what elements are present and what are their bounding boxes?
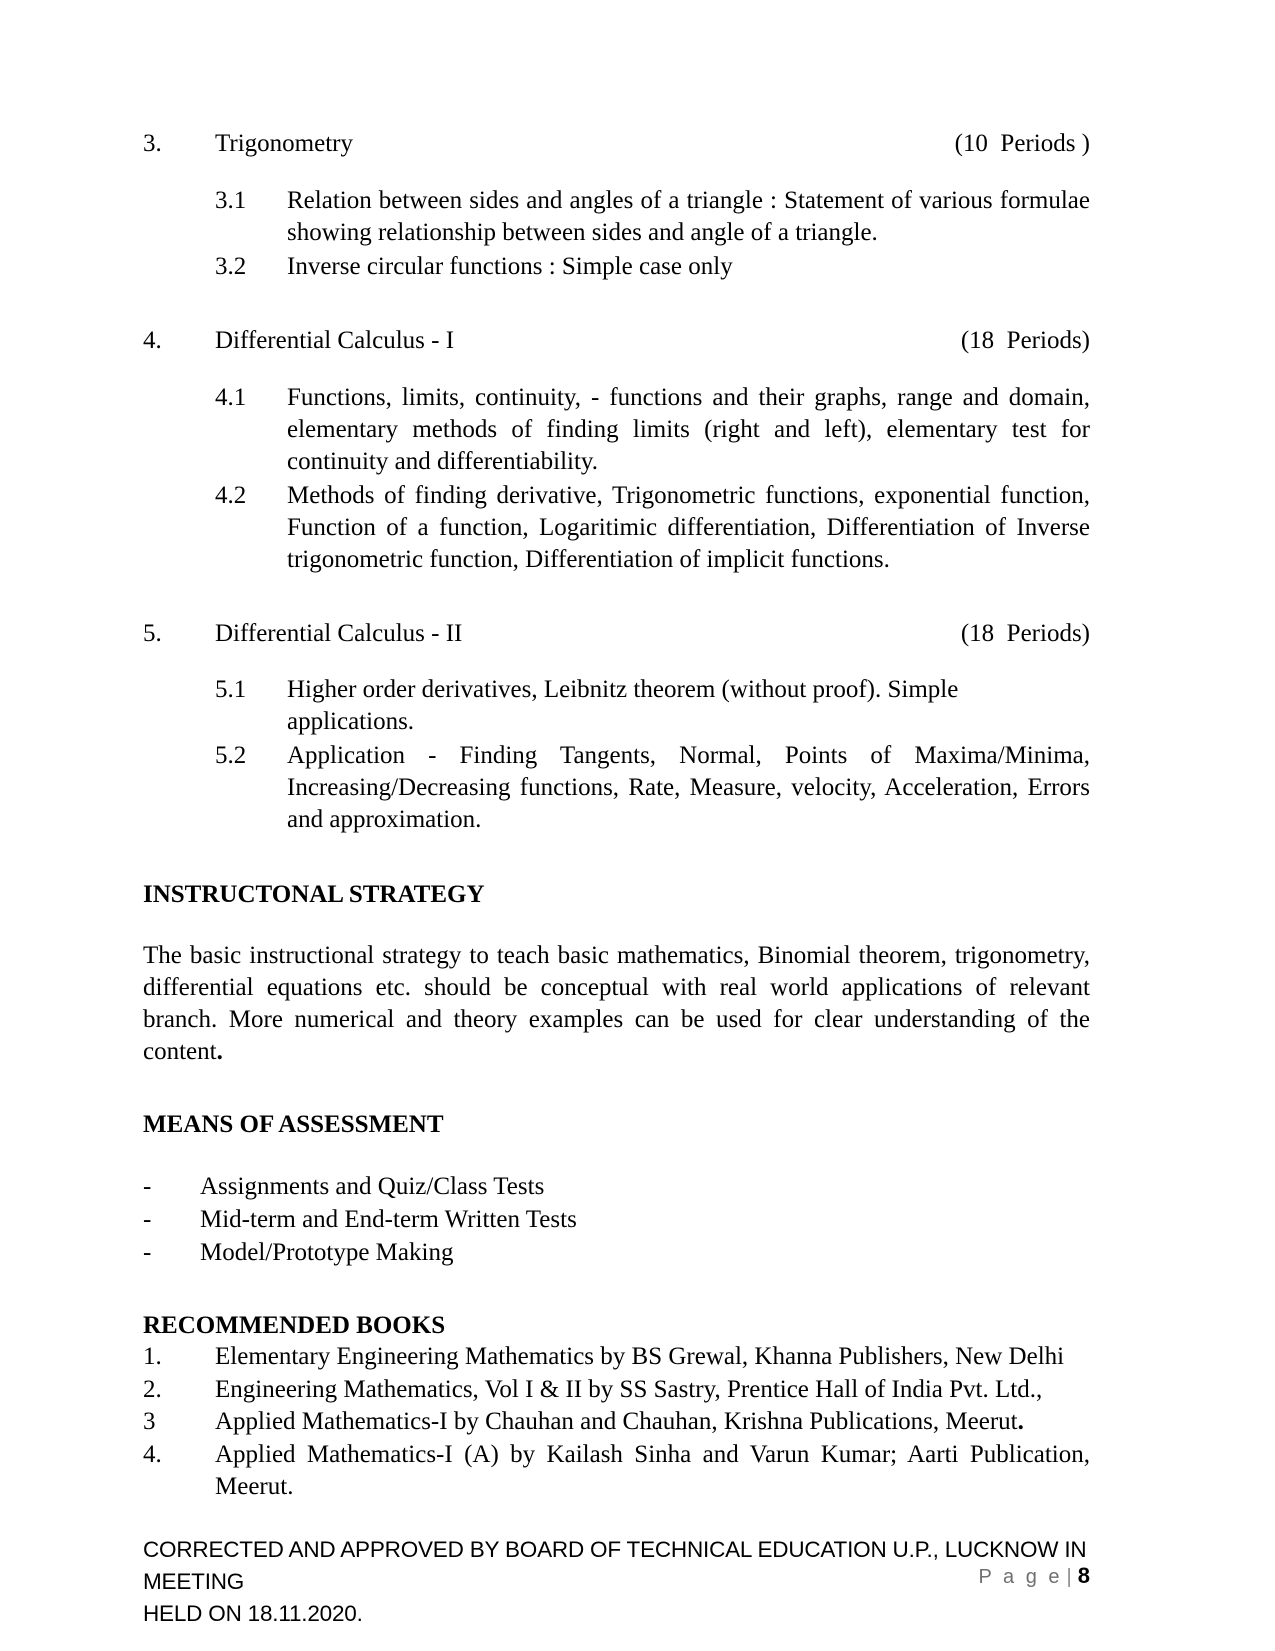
subtopic-row (143, 674, 1090, 738)
spacer (143, 1504, 1090, 1534)
section-heading-row (143, 130, 1090, 159)
book-title-text: Applied Mathematics-I by Chauhan and Chauhan, Krishna Publications, Meerut (215, 1408, 1018, 1436)
book-title (215, 1439, 1090, 1504)
list-item (143, 1170, 1090, 1203)
section-periods: (18 Periods) (960, 326, 1090, 354)
book-item (143, 1406, 1090, 1439)
dash-bullet-icon: - (143, 1173, 152, 1201)
footer-page-label: P a g e (978, 1566, 1063, 1588)
book-number: 4. (143, 1440, 162, 1468)
recommended-books-heading: RECOMMENDED BOOKS (143, 1312, 446, 1340)
subtopic-row (143, 185, 1090, 249)
subtopic-text: Relation between sides and angles of a triangle : Statement of various formulae showing relationship between sides and angle of a triangle. (287, 186, 1090, 246)
list-item (143, 1236, 1090, 1269)
book-title-period: . (1017, 1408, 1024, 1436)
approval-note-line-1: CORRECTED AND APPROVED BY BOARD OF TECHNICAL EDUCATION U.P., LUCKNOW IN MEETING (143, 1536, 1087, 1594)
section-periods: (18 Periods) (960, 619, 1090, 647)
instructional-strategy-period: . (216, 1038, 223, 1066)
subtopic-row (143, 382, 1090, 478)
spacer (143, 578, 1090, 620)
spacer (143, 285, 1090, 327)
subtopic-list (143, 382, 1090, 576)
section-heading-row (143, 620, 1090, 649)
spacer (143, 1140, 1090, 1170)
section-periods: (10 Periods ) (954, 130, 1090, 157)
book-title (215, 1341, 1090, 1374)
means-of-assessment-heading: MEANS OF ASSESSMENT (143, 1111, 444, 1139)
subtopic-number: 3.1 (215, 186, 247, 214)
list-item-label: Assignments and Quiz/Class Tests (200, 1173, 545, 1201)
instructional-strategy-heading: INSTRUCTONAL STRATEGY (143, 881, 485, 909)
book-title-text: Engineering Mathematics, Vol I & II by SS Sastry, Prentice Hall of India Pvt. Ltd., (215, 1375, 1043, 1403)
page-footer (979, 1563, 1090, 1589)
section-title: Trigonometry (215, 130, 353, 157)
dash-bullet-icon: - (143, 1206, 152, 1234)
list-item-label: Mid-term and End-term Written Tests (200, 1206, 577, 1234)
section-number: 3. (143, 130, 162, 157)
instructional-strategy-text: The basic instructional strategy to teach basic mathematics, Binomial theorem, trigonometry, differential equations etc. should be conceptual with real world applications of relevant branch. More numerical and theory examples can be used for clear understanding of the content (143, 942, 1090, 1066)
spacer (143, 910, 1090, 940)
book-title-text: Elementary Engineering Mathematics by BS Grewal, Khanna Publishers, New Delhi (215, 1343, 1065, 1371)
spacer (143, 1068, 1090, 1110)
list-item-label: Model/Prototype Making (200, 1239, 454, 1267)
list-item (143, 1203, 1090, 1236)
subtopic-text: Functions, limits, continuity, - functions and their graphs, range and domain, elementary methods of finding limits (right and left), elementary test for continuity and differentiability. (287, 383, 1090, 475)
subtopic-text: Inverse circular functions : Simple case only (287, 252, 733, 280)
subtopic-number: 4.1 (215, 383, 247, 411)
subtopic-list (143, 185, 1090, 283)
dash-bullet-icon: - (143, 1239, 152, 1267)
subtopic-number: 5.1 (215, 676, 247, 704)
approval-note-line-2: HELD ON 18.11.2020. (143, 1600, 363, 1626)
subtopic-number: 5.2 (215, 742, 247, 770)
section-heading-row (143, 327, 1090, 356)
book-item (143, 1374, 1090, 1407)
section-title: Differential Calculus - I (215, 326, 455, 354)
subtopic-text: Higher order derivatives, Leibnitz theorem (without proof). Simple applications. (287, 676, 959, 736)
subtopic-row (143, 251, 1090, 283)
instructional-strategy-paragraph (143, 940, 1090, 1068)
book-number: 3 (143, 1408, 156, 1436)
book-number: 2. (143, 1375, 162, 1403)
book-item (143, 1341, 1090, 1374)
approval-note (143, 1534, 1090, 1630)
book-title-text: Applied Mathematics-I (A) by Kailash Sinha and Varun Kumar; Aarti Publication, Meerut. (215, 1440, 1090, 1501)
spacer (143, 1269, 1090, 1311)
section-title: Differential Calculus - II (215, 619, 463, 647)
subtopic-row (143, 740, 1090, 836)
subtopic-number: 4.2 (215, 481, 247, 509)
book-title (215, 1406, 1090, 1439)
subtopic-text: Application - Finding Tangents, Normal, Points of Maxima/Minima, Increasing/Decreasing functions, Rate, Measure, velocity, Acceleration, Errors and approximation. (287, 742, 1090, 834)
book-title (215, 1374, 1090, 1407)
book-number: 1. (143, 1343, 162, 1371)
subtopic-row (143, 480, 1090, 576)
footer-separator: | (1066, 1566, 1072, 1588)
section-number: 5. (143, 619, 162, 647)
section-number: 4. (143, 326, 162, 354)
means-of-assessment-list (143, 1170, 1090, 1269)
subtopic-list (143, 674, 1090, 836)
subtopic-text: Methods of finding derivative, Trigonometric functions, exponential function, Function of a function, Logaritimic differentiation, Differentiation of Inverse trigonometric function, Differentiation of implicit functions. (287, 481, 1090, 573)
subtopic-number: 3.2 (215, 252, 247, 280)
book-item (143, 1439, 1090, 1504)
spacer (143, 838, 1090, 880)
footer-page-number: 8 (1077, 1563, 1090, 1588)
